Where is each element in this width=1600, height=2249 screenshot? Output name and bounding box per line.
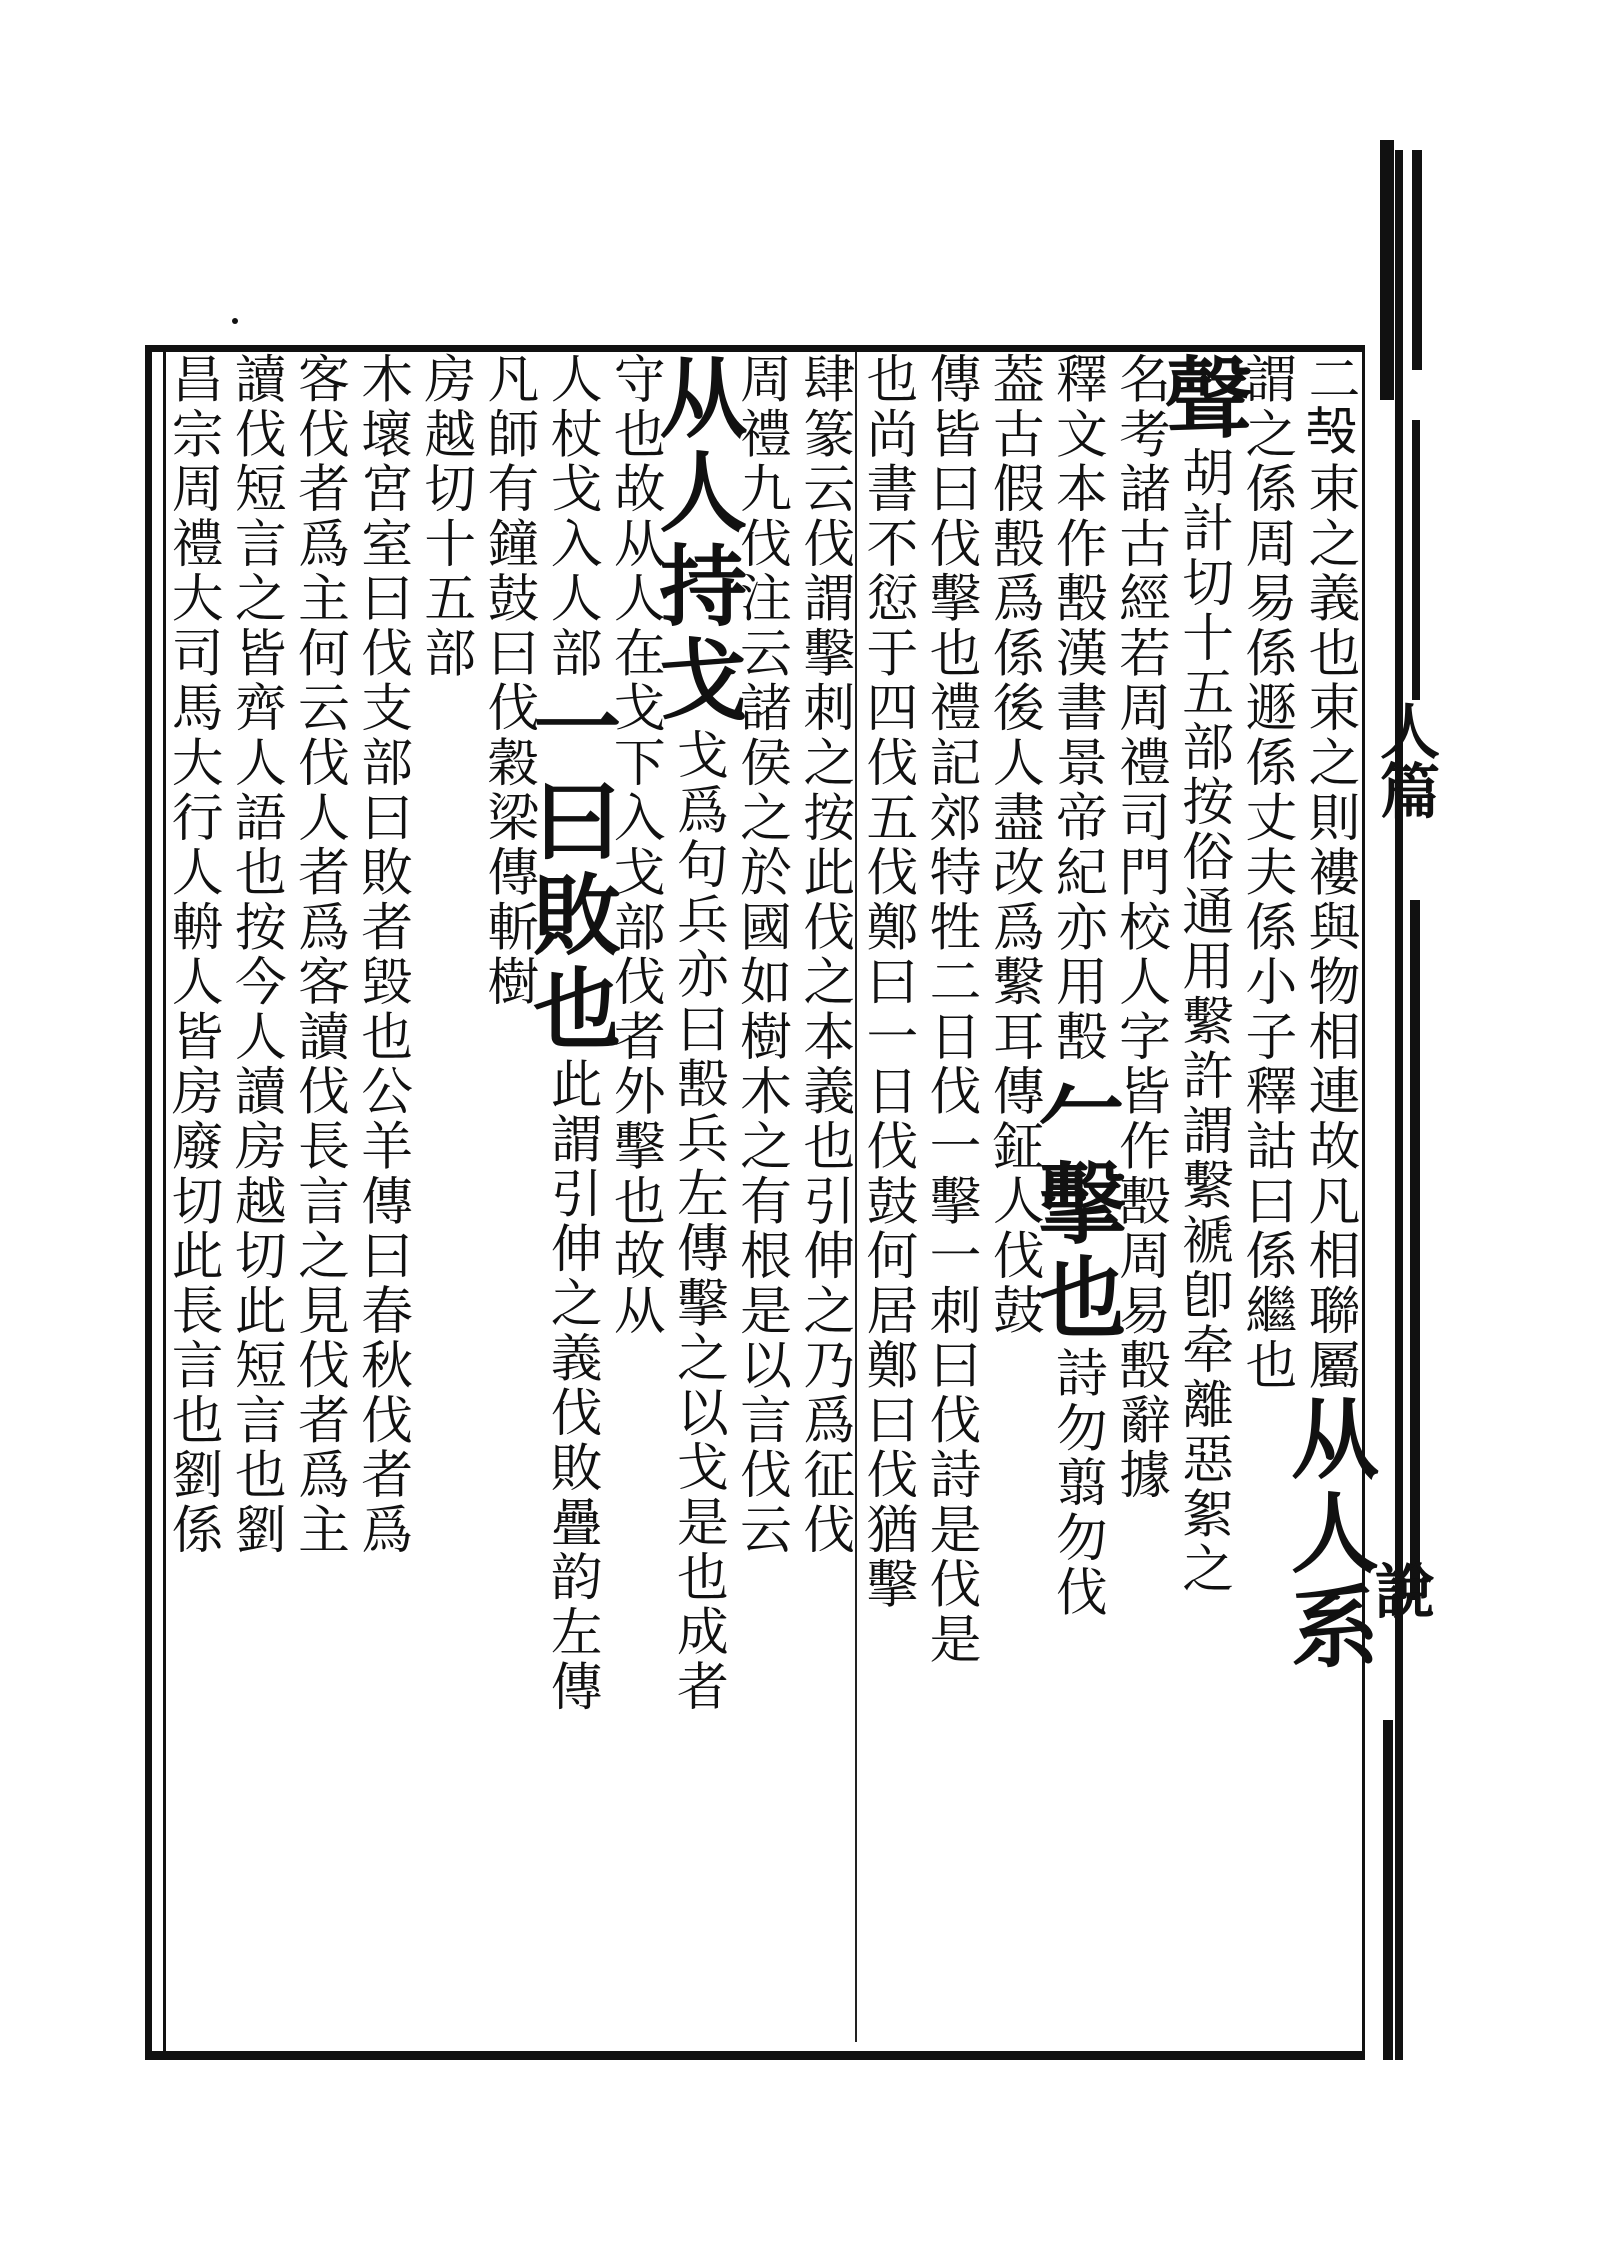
text-column: 謂之係周易係遯係丈夫係小子釋詁曰係繼也 — [1235, 352, 1296, 1393]
text-column: 房越切十五部 — [414, 352, 475, 681]
text-column: 釋文本作毄漢書景帝紀亦用毄 𠂉 擊也 詩勿翦勿伐 — [1024, 352, 1129, 1621]
text-column: 傳皆曰伐擊也禮記郊特牲二日伐一擊一刺曰伐詩是伐是 — [920, 352, 981, 1667]
text-column: 葢古假毄爲係後人盡改爲繫耳 傳鉦人伐鼓 — [983, 352, 1044, 1339]
fold-ink — [1383, 1720, 1393, 2060]
text-column: 人杖戈入人部 一曰敗也 此謂引伸之義伐敗疊韵左傳 — [519, 352, 624, 1715]
fold-ink — [1410, 900, 1420, 1600]
text-column: 木壞宮室曰伐支部曰敗者毀也公羊傳曰春秋伐者爲 — [351, 352, 412, 1558]
text-column: 周禮九伐注云諸侯之於國如樹木之有根是以言伐云 — [730, 352, 791, 1558]
text-column: 客伐者爲主何云伐人者爲客讀伐長言之見伐者爲主 — [288, 352, 349, 1558]
text-column: 讀伐短言之皆齊人語也按今人讀房越切此短言也劉 — [225, 352, 286, 1558]
ink-dot — [232, 318, 238, 324]
text-column: 聲 胡計切十五部按俗通用繫許謂繫褫卽牵離惡絮之 — [1150, 352, 1255, 1597]
text-column: 也尚書不愆于四伐五伐鄭曰一日伐鼓何居鄭曰伐猶擊 — [856, 352, 917, 1612]
text-column: 昌宗周禮大司馬大行人輈人皆房廢切此長言也劉係 — [162, 352, 223, 1558]
text-column: 二𣪊束之義也束之則褸與物相連故凡相聯屬 从人系 — [1276, 352, 1381, 1675]
text-column: 凡師有鐘鼓曰伐穀梁傳斬樹 — [477, 352, 538, 1010]
text-column: 肆篆云伐謂擊刺之按此伐之本義也引伸之乃爲征伐 — [793, 352, 854, 1558]
fold-ink — [1412, 420, 1420, 700]
fold-ink — [1412, 150, 1422, 370]
column-rule — [855, 352, 857, 2042]
fold-ink — [1380, 140, 1394, 400]
text-column: 名考諸古經若周禮司門校人字皆作毄周易毄辭據 — [1109, 352, 1170, 1503]
chapter-tag: 人篇 — [1370, 700, 1440, 820]
text-column: 守也故从人在戈下入戈部伐者外擊也故从 — [604, 352, 665, 1339]
text-column: 从人持戈 戈爲句兵亦曰毄兵左傳擊之以戈是也成者 — [645, 352, 750, 1715]
fold-line — [1395, 150, 1403, 2060]
book-tag: 說 — [1365, 1560, 1435, 1620]
